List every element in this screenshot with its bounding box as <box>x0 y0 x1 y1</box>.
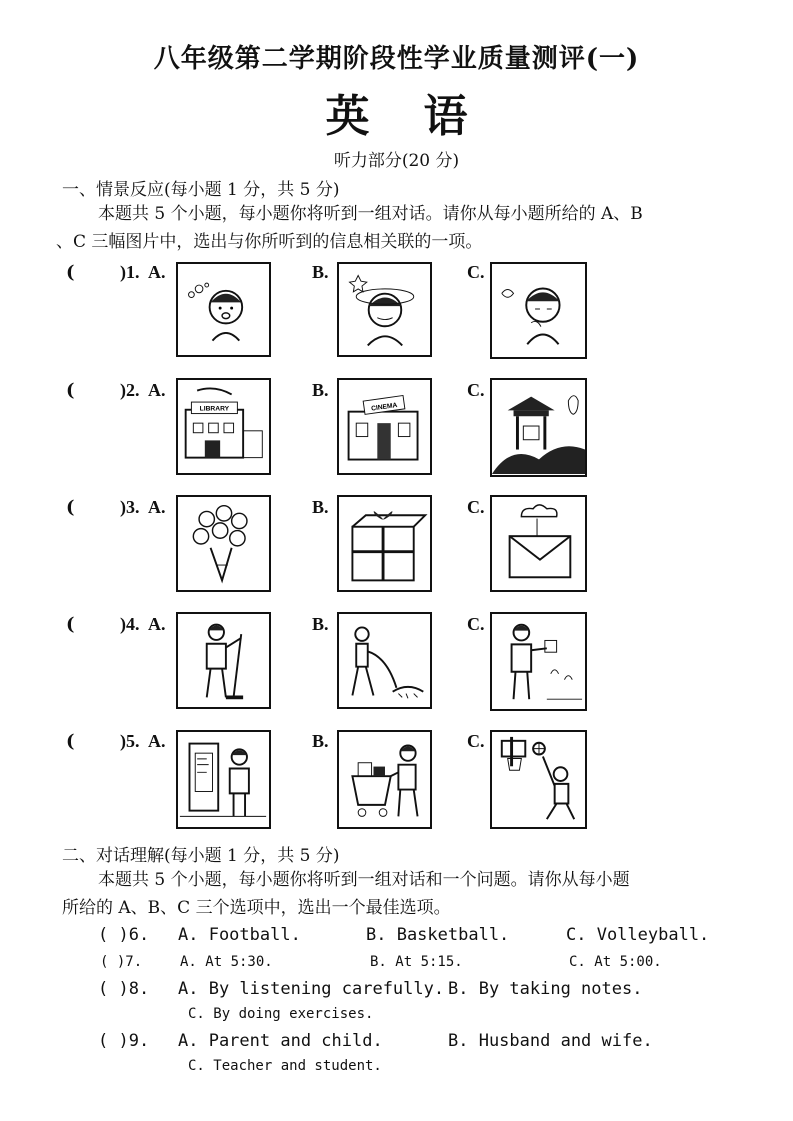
option-c-label: C. <box>467 614 485 634</box>
question-6-number: ( )6. <box>98 925 150 945</box>
question-8-option-b[interactable]: B. By taking notes. <box>448 979 643 999</box>
option-b-label: B. <box>312 380 329 400</box>
section-2-instructions: 本题共 5 个小题，每小题你将听到一组对话和一个问题。请你从每小题 所给的 A、B、C 三个选项中，选出一个最佳选项。 <box>62 870 630 918</box>
question-9-number: ( )9. <box>98 1031 150 1051</box>
question-number: )1. <box>120 262 140 282</box>
question-9-option-a[interactable]: A. Parent and child. <box>178 1031 383 1051</box>
poster-boy-icon[interactable] <box>176 730 271 829</box>
question-8-option-c[interactable]: C. By doing exercises. <box>188 1006 374 1022</box>
option-a-label: A. <box>148 380 166 400</box>
question-9-option-b[interactable]: B. Husband and wife. <box>448 1031 653 1051</box>
library-building-icon[interactable] <box>176 378 271 475</box>
option-b-label: B. <box>312 497 329 517</box>
question-7-option-c[interactable]: C. At 5:00. <box>569 954 662 970</box>
question-7-option-a[interactable]: A. At 5:30. <box>180 954 273 970</box>
option-a-label: A. <box>148 497 166 517</box>
answer-paren: ( <box>66 380 75 401</box>
page-title: 八年级第二学期阶段性学业质量测评(一) <box>153 44 640 74</box>
option-c-label: C. <box>467 262 485 282</box>
listening-part-title: 听力部分(20 分) <box>333 151 460 171</box>
question-7-number: ( )7. <box>100 954 143 970</box>
section-1-heading: 一、情景反应(每小题 1 分，共 5 分) <box>62 180 340 200</box>
option-c-label: C. <box>467 497 485 517</box>
option-a-label: A. <box>148 731 166 751</box>
basketball-boy-icon[interactable] <box>490 730 587 829</box>
park-pavilion-icon[interactable] <box>490 378 587 477</box>
vacuum-boy-icon[interactable] <box>337 612 432 709</box>
question-8-number: ( )8. <box>98 979 150 999</box>
option-c-label: C. <box>467 380 485 400</box>
question-number: )4. <box>120 614 140 634</box>
envelope-icon[interactable] <box>490 495 587 592</box>
library-sign: LIBRARY <box>199 405 230 413</box>
coughing-boy-icon[interactable] <box>490 262 587 359</box>
shopping-cart-boy-icon[interactable] <box>337 730 432 829</box>
question-number: )3. <box>120 497 140 517</box>
cinema-sign: CINEMA <box>370 401 398 413</box>
option-a-label: A. <box>148 262 166 282</box>
question-6-option-a[interactable]: A. Football. <box>178 925 301 945</box>
answer-paren: ( <box>66 614 75 635</box>
question-7-option-b[interactable]: B. At 5:15. <box>370 954 463 970</box>
answer-paren: ( <box>66 731 75 752</box>
option-c-label: C. <box>467 731 485 751</box>
subject-title: 英语 <box>325 91 522 142</box>
question-8-option-a[interactable]: A. By listening carefully. <box>178 979 445 999</box>
yawning-boy-icon[interactable] <box>176 262 271 357</box>
gift-box-icon[interactable] <box>337 495 432 592</box>
question-6-option-b[interactable]: B. Basketball. <box>366 925 510 945</box>
option-b-label: B. <box>312 614 329 634</box>
option-b-label: B. <box>312 262 329 282</box>
cinema-building-icon[interactable] <box>337 378 432 475</box>
section-1-instructions: 本题共 5 个小题，每小题你将听到一组对话。请你从每小题所给的 A、B 、C 三幅图片中，选出与你所听到的信息相关联的一项。 <box>56 204 643 252</box>
question-9-option-c[interactable]: C. Teacher and student. <box>188 1058 382 1074</box>
option-b-label: B. <box>312 731 329 751</box>
dizzy-boy-icon[interactable] <box>337 262 432 357</box>
question-number: )5. <box>120 731 140 751</box>
mopping-boy-icon[interactable] <box>176 612 271 709</box>
watering-boy-icon[interactable] <box>490 612 587 711</box>
question-6-option-c[interactable]: C. Volleyball. <box>566 925 710 945</box>
question-number: )2. <box>120 380 140 400</box>
flower-bouquet-icon[interactable] <box>176 495 271 592</box>
option-a-label: A. <box>148 614 166 634</box>
answer-paren: ( <box>66 497 75 518</box>
answer-paren: ( <box>66 262 75 283</box>
section-2-heading: 二、对话理解(每小题 1 分，共 5 分) <box>62 846 340 866</box>
